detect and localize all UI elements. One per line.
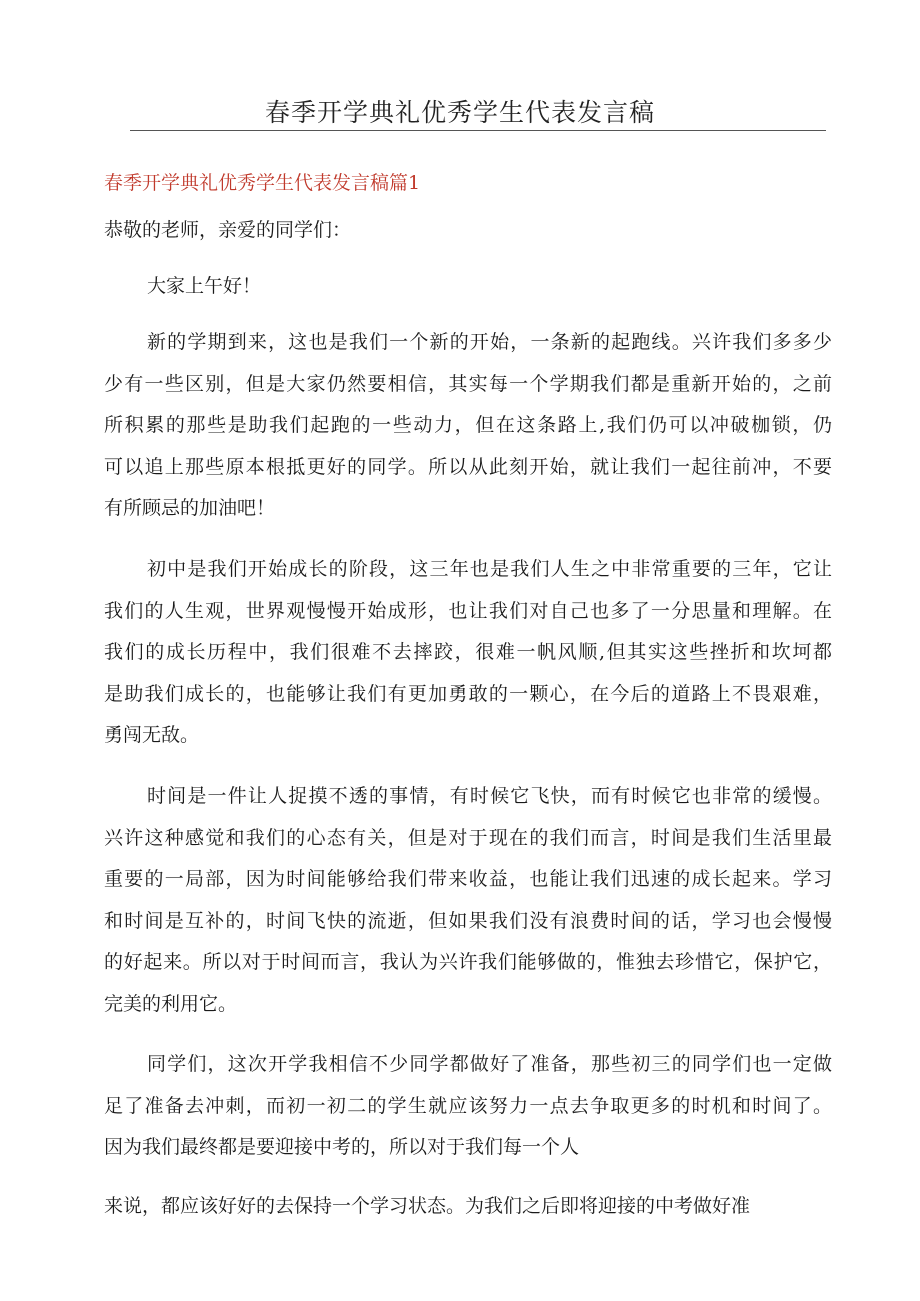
- paragraph-3: [104, 776, 832, 1025]
- paragraph-line: 我们的成长历程中，我们很难不去摔跤，很难一帆风顺,但其实这些挫折和坎坷都: [104, 641, 832, 663]
- paragraph-5: [104, 1186, 832, 1228]
- paragraph-line: 初中是我们开始成长的阶段，这三年也是我们人生之中非常重要的三年，它让: [147, 558, 832, 580]
- paragraph-line: 我们的人生观，世界观慢慢开始成形，也让我们对自己也多了一分思量和理解。在: [104, 599, 832, 622]
- paragraph-line: 所积累的那些是助我们起跑的一些动力，但在这条路上,我们仍可以冲破枷锁，仍: [104, 414, 832, 436]
- paragraph-line: 新的学期到来，这也是我们一个新的开始，一条新的起跑线。兴许我们多多少: [147, 331, 832, 353]
- paragraph-line: 同学们，这次开学我相信不少同学都做好了准备，那些初三的同学们也一定做: [147, 1053, 832, 1075]
- greeting: 大家上午好！: [147, 275, 262, 297]
- paragraph-2: [104, 549, 832, 757]
- paragraph-line: 有所顾忌的加油吧！: [104, 497, 276, 519]
- document-title: 春季开学典礼优秀学生代表发言稿: [264, 98, 655, 127]
- paragraph-line: 兴许这种感觉和我们的心态有关，但是对于现在的我们而言，时间是我们生活里最: [104, 826, 832, 849]
- paragraph-line: 是助我们成长的，也能够让我们有更加勇敢的一颗心，在今后的道路上不畏艰难，: [104, 682, 832, 705]
- paragraph-line: 足了准备去冲刺，而初一初二的学生就应该努力一点去争取更多的时机和时间了。: [104, 1094, 832, 1117]
- paragraph-line: 可以追上那些原本根抵更好的同学。所以从此刻开始，就让我们一起往前冲，不要: [104, 455, 832, 478]
- paragraph-line: 的好起来。所以对于时间而言，我认为兴许我们能够做的，惟独去珍惜它，保护它，: [104, 951, 832, 973]
- paragraph-1: [104, 322, 832, 530]
- paragraph-line: 重要的一局部，因为时间能够给我们带来收益，也能让我们迅速的成长起来。学习: [104, 868, 832, 890]
- paragraph-line: 勇闯无敌。: [104, 724, 200, 746]
- paragraph-line: 少有一些区别，但是大家仍然要相信，其实每一个学期我们都是重新开始的，之前: [104, 372, 832, 395]
- paragraph-line: 来说，都应该好好的去保持一个学习状态。为我们之后即将迎接的中考做好准: [104, 1195, 751, 1217]
- salutation: 恭敬的老师，亲爱的同学们：: [104, 219, 352, 241]
- section-heading: 春季开学典礼优秀学生代表发言稿篇1: [104, 172, 421, 194]
- paragraph-line: 完美的利用它。: [104, 992, 238, 1015]
- paragraph-4: [104, 1044, 832, 1169]
- title-underline-divider: [130, 130, 826, 131]
- paragraph-line: 时间是一件让人捉摸不透的事情，有时候它飞快，而有时候它也非常的缓慢。: [147, 785, 832, 807]
- paragraph-line: 因为我们最终都是要迎接中考的，所以对于我们每一个人: [104, 1136, 580, 1158]
- paragraph-line: 和时间是互补的，时间飞快的流逝，但如果我们没有浪费时间的话，学习也会慢慢: [104, 909, 832, 932]
